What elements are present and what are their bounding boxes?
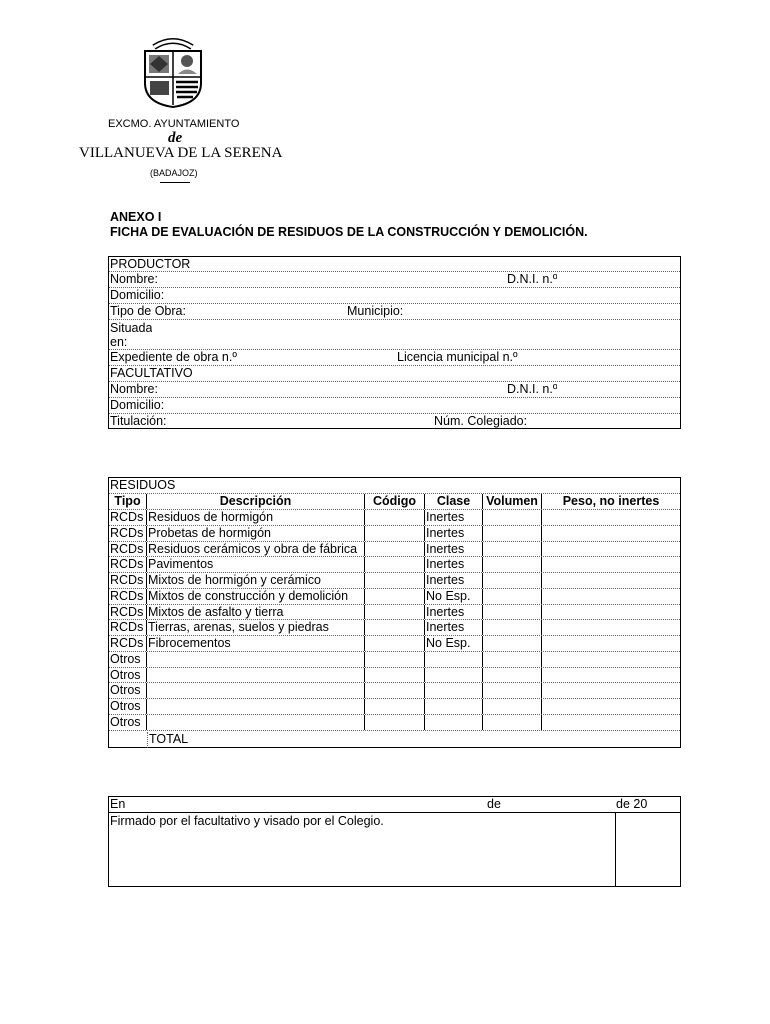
cell-class: Inertes	[425, 620, 483, 635]
cell-type: Otros	[109, 715, 147, 730]
producer-address-row[interactable]	[109, 288, 680, 304]
col-header-volume: Volumen	[483, 494, 542, 509]
cell-class: Inertes	[425, 526, 483, 541]
waste-row[interactable]	[109, 542, 680, 558]
cell-code[interactable]	[365, 683, 425, 698]
facultative-header-row	[109, 366, 680, 382]
cell-description: Fibrocementos	[147, 636, 365, 651]
license-number-label: Licencia municipal n.º	[397, 350, 518, 364]
coat-of-arms-logo	[140, 37, 206, 109]
cell-volume[interactable]	[483, 589, 542, 604]
cell-volume[interactable]	[483, 683, 542, 698]
cell-description: Residuos cerámicos y obra de fábrica	[147, 542, 365, 557]
municipality-label: Municipio:	[347, 304, 404, 318]
org-province: (BADAJOZ)	[150, 168, 198, 178]
cell-volume[interactable]	[483, 542, 542, 557]
cell-weight[interactable]	[542, 605, 680, 620]
cell-class	[425, 715, 483, 730]
cell-weight[interactable]	[542, 573, 680, 588]
cell-class: Inertes	[425, 573, 483, 588]
org-town: VILLANUEVA DE LA SERENA	[79, 145, 283, 161]
facultative-degree-row[interactable]	[109, 414, 680, 429]
cell-volume[interactable]	[483, 605, 542, 620]
cell-class	[425, 683, 483, 698]
org-de: de	[168, 130, 183, 146]
producer-header-row	[109, 257, 680, 272]
cell-class: Inertes	[425, 542, 483, 557]
cell-type: RCDs	[109, 573, 147, 588]
cell-code[interactable]	[365, 510, 425, 525]
waste-row[interactable]	[109, 699, 680, 715]
cell-weight[interactable]	[542, 699, 680, 714]
cell-code[interactable]	[365, 699, 425, 714]
cell-class: No Esp.	[425, 589, 483, 604]
waste-section-label: RESIDUOS	[110, 478, 176, 492]
cell-description	[147, 683, 365, 698]
cell-description: Tierras, arenas, suelos y piedras	[147, 620, 365, 635]
cell-volume[interactable]	[483, 668, 542, 683]
producer-file-row[interactable]	[109, 350, 680, 366]
cell-code[interactable]	[365, 620, 425, 635]
cell-weight[interactable]	[542, 668, 680, 683]
producer-name-row[interactable]	[109, 272, 680, 288]
cell-type: Otros	[109, 652, 147, 667]
cell-class: Inertes	[425, 605, 483, 620]
cell-volume[interactable]	[483, 510, 542, 525]
cell-type: RCDs	[109, 636, 147, 651]
cell-type: Otros	[109, 683, 147, 698]
cell-code[interactable]	[365, 589, 425, 604]
producer-section-label: PRODUCTOR	[110, 257, 191, 271]
waste-row[interactable]	[109, 668, 680, 684]
cell-weight[interactable]	[542, 683, 680, 698]
producer-dni-label: D.N.I. n.º	[507, 272, 558, 286]
cell-type: RCDs	[109, 542, 147, 557]
cell-description: Mixtos de construcción y demolición	[147, 589, 365, 604]
cell-type: RCDs	[109, 526, 147, 541]
facultative-dni-label: D.N.I. n.º	[507, 382, 558, 396]
cell-description: Probetas de hormigón	[147, 526, 365, 541]
cell-code[interactable]	[365, 652, 425, 667]
total-row	[109, 732, 680, 748]
cell-class	[425, 699, 483, 714]
cell-volume[interactable]	[483, 699, 542, 714]
producer-location-row[interactable]	[109, 320, 680, 350]
cell-code[interactable]	[365, 542, 425, 557]
place-label: En	[110, 797, 126, 811]
waste-row[interactable]	[109, 683, 680, 699]
year-label: de 20	[616, 797, 648, 811]
waste-row[interactable]	[109, 715, 680, 731]
signature-box	[108, 796, 681, 887]
facultative-name-row[interactable]	[109, 382, 680, 398]
waste-row[interactable]	[109, 510, 680, 526]
facultative-address-label: Domicilio:	[110, 398, 165, 412]
producer-address-label: Domicilio:	[110, 288, 165, 302]
membership-number-label: Núm. Colegiado:	[434, 414, 528, 428]
cell-volume[interactable]	[483, 573, 542, 588]
cell-class: No Esp.	[425, 636, 483, 651]
cell-volume[interactable]	[483, 715, 542, 730]
facultative-address-row[interactable]	[109, 398, 680, 414]
cell-type: RCDs	[109, 605, 147, 620]
cell-type: Otros	[109, 668, 147, 683]
waste-row[interactable]	[109, 652, 680, 668]
annex-label: ANEXO I	[110, 210, 162, 224]
cell-description: Mixtos de hormigón y cerámico	[147, 573, 365, 588]
cell-type: RCDs	[109, 557, 147, 572]
signature-note: Firmado por el facultativo y visado por el Colegio.	[110, 814, 384, 828]
cell-description: Pavimentos	[147, 557, 365, 572]
cell-description	[147, 699, 365, 714]
cell-description: Mixtos de asfalto y tierra	[147, 605, 365, 620]
cell-description	[147, 668, 365, 683]
waste-header-row	[109, 494, 680, 510]
waste-table	[108, 477, 681, 748]
cell-weight[interactable]	[542, 526, 680, 541]
cell-weight[interactable]	[542, 652, 680, 667]
facultative-name-label: Nombre:	[110, 382, 158, 396]
header-divider	[160, 182, 190, 183]
cell-description	[147, 715, 365, 730]
waste-row[interactable]	[109, 573, 680, 589]
facultative-section-label: FACULTATIVO	[110, 366, 193, 380]
cell-weight[interactable]	[542, 715, 680, 730]
total-label: TOTAL	[147, 732, 680, 748]
signature-place-date-row[interactable]	[109, 797, 680, 813]
cell-weight[interactable]	[542, 557, 680, 572]
cell-class	[425, 652, 483, 667]
waste-row[interactable]	[109, 557, 680, 573]
date-de-label: de	[487, 797, 501, 811]
location-label-line1: Situada	[110, 321, 153, 335]
location-label-line2: en:	[110, 335, 128, 349]
waste-section-row	[109, 478, 680, 494]
cell-weight[interactable]	[542, 510, 680, 525]
cell-code[interactable]	[365, 557, 425, 572]
signature-area[interactable]	[109, 813, 616, 886]
cell-class: Inertes	[425, 557, 483, 572]
cell-code[interactable]	[365, 605, 425, 620]
form-title: FICHA DE EVALUACIÓN DE RESIDUOS DE LA CONSTRUCCIÓN Y DEMOLICIÓN.	[110, 225, 588, 239]
cell-weight[interactable]	[542, 542, 680, 557]
cell-weight[interactable]	[542, 620, 680, 635]
cell-code[interactable]	[365, 715, 425, 730]
cell-volume[interactable]	[483, 526, 542, 541]
cell-type: RCDs	[109, 620, 147, 635]
col-header-weight: Peso, no inertes	[562, 494, 660, 508]
cell-code[interactable]	[365, 668, 425, 683]
work-type-label: Tipo de Obra:	[110, 304, 186, 318]
file-number-label: Expediente de obra n.º	[110, 350, 237, 364]
col-header-code: Código	[365, 494, 425, 509]
cell-volume[interactable]	[483, 652, 542, 667]
cell-code[interactable]	[365, 636, 425, 651]
cell-code[interactable]	[365, 573, 425, 588]
cell-type: Otros	[109, 699, 147, 714]
waste-row[interactable]	[109, 605, 680, 621]
cell-description: Residuos de hormigón	[147, 510, 365, 525]
waste-row[interactable]	[109, 526, 680, 542]
col-header-class: Clase	[425, 494, 483, 509]
cell-volume[interactable]	[483, 620, 542, 635]
cell-class	[425, 668, 483, 683]
cell-class: Inertes	[425, 510, 483, 525]
cell-volume[interactable]	[483, 557, 542, 572]
org-name-line: EXCMO. AYUNTAMIENTO	[108, 118, 240, 130]
waste-row[interactable]	[109, 589, 680, 605]
cell-weight[interactable]	[542, 589, 680, 604]
waste-row[interactable]	[109, 620, 680, 636]
producer-worktype-row[interactable]	[109, 304, 680, 320]
cell-code[interactable]	[365, 526, 425, 541]
producer-box	[108, 256, 681, 429]
waste-row[interactable]	[109, 636, 680, 652]
col-header-description: Descripción	[147, 494, 365, 509]
cell-type: RCDs	[109, 510, 147, 525]
cell-description	[147, 652, 365, 667]
producer-name-label: Nombre:	[110, 272, 158, 286]
cell-volume[interactable]	[483, 636, 542, 651]
cell-type: RCDs	[109, 589, 147, 604]
degree-label: Titulación:	[110, 414, 167, 428]
col-header-type: Tipo	[109, 494, 147, 509]
cell-weight[interactable]	[542, 636, 680, 651]
